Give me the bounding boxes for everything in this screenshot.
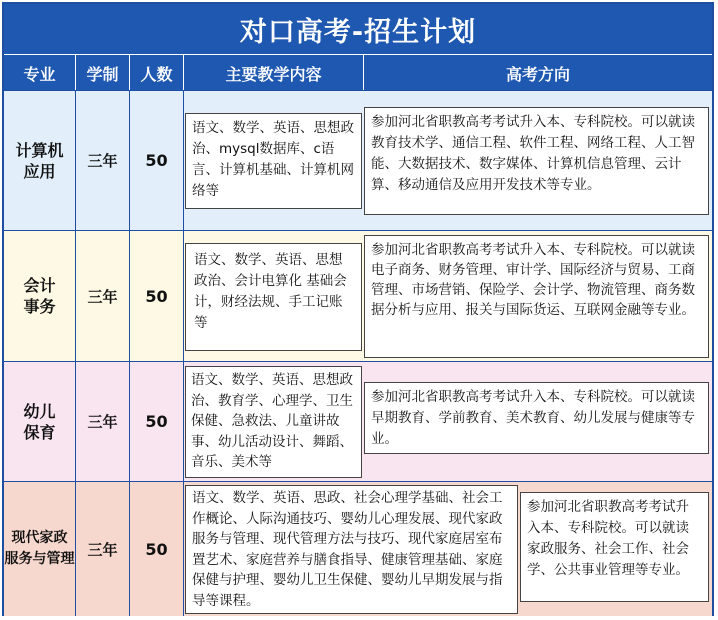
- header-direction: 高考方向: [505, 64, 570, 84]
- teaching-content: 语文、数学、英语、思想政治、会计电算化 基础会计，财经法规、手工记账等: [185, 243, 362, 351]
- count-value: 50: [145, 151, 168, 170]
- table-row: [4, 361, 712, 481]
- years-value: 三年: [87, 152, 118, 170]
- years-value: 三年: [87, 287, 118, 306]
- exam-direction: 参加河北省职教高考考试升入本、专科院校。可以就读早期教育、学前教育、美术教育、幼儿发展与健康等专业。: [364, 382, 709, 454]
- header-major: 专业: [4, 55, 76, 91]
- count-value: 50: [145, 286, 168, 306]
- major-name: 幼儿 保育: [23, 401, 56, 442]
- table-row: [4, 90, 712, 230]
- admission-plan-table: [2, 2, 714, 616]
- count-value: 50: [145, 539, 168, 559]
- years-value: 三年: [87, 540, 118, 559]
- exam-direction: 参加河北省职教高考考试升入本、专科院校。可以就读教育技术学、通信工程、软件工程、网络工程、人工智能、大数据技术、数字媒体、计算机信息管理、云计算、移动通信及应用开发技术等专业。: [364, 107, 709, 215]
- table-header: [4, 54, 712, 91]
- header-years: 学制: [76, 55, 130, 91]
- years-value: 三年: [87, 413, 118, 431]
- teaching-content: 语文、数学、英语、思想政治、mysql数据库、c语言、计算机基础、计算机网络等: [185, 113, 362, 209]
- table-row: [4, 230, 712, 361]
- header-count: 人数: [130, 55, 184, 91]
- exam-direction: 参加河北省职教高考考试升入本、专科院校。可以就读家政服务、社会工作、社会学、公共事业管理等专业。: [520, 492, 709, 602]
- teaching-content: 语文、数学、英语、思政、社会心理学基础、社会工作概论、人际沟通技巧、婴幼儿心理发展、现代家政服务与管理、现代管理方法与技巧、现代家庭居室布置艺术、家庭营养与膳食指导、健康管理基础、家庭保健与护理、婴幼儿卫生保健、婴幼儿早期发展与指导等课程。: [185, 485, 518, 614]
- page-title: 对口高考-招生计划: [4, 4, 712, 54]
- header-content: 主要教学内容: [184, 55, 364, 91]
- exam-direction: 参加河北省职教高考考试升入本、专科院校。可以就读电子商务、财务管理、审计学、国际经济与贸易、工商管理、市场营销、保险学、会计学、物流管理、商务数据分析与应用、报关与国际货运、互联网金融等专业。: [364, 235, 709, 358]
- count-value: 50: [145, 412, 168, 431]
- major-name: 现代家政 服务与管理: [4, 530, 75, 567]
- table-row: [4, 481, 712, 616]
- teaching-content: 语文、数学、英语、思想政治、教育学、心理学、卫生保健、急救法、儿童讲故事、幼儿活动设计、舞蹈、音乐、美术等: [185, 366, 362, 478]
- major-name: 计算机 应用: [15, 140, 64, 181]
- major-name: 会计 事务: [23, 276, 56, 316]
